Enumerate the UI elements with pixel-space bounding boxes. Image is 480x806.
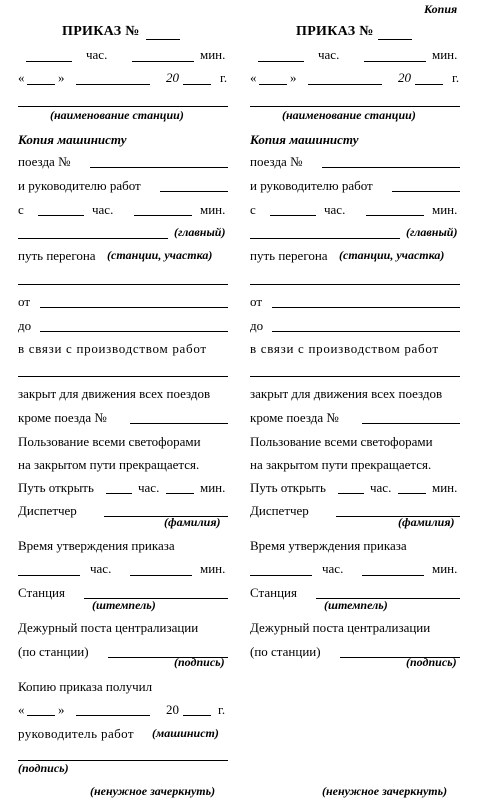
open-minutes-label: мин. (200, 480, 226, 495)
received-month-line (76, 715, 150, 716)
station-label: Станция (250, 585, 297, 600)
from-hours-label: час. (92, 202, 114, 217)
stamp-caption: (штемпель) (324, 598, 388, 612)
order-number-line (378, 39, 412, 40)
month-line (308, 84, 382, 85)
quote-close: » (290, 70, 297, 85)
track-alt-caption: (станции, участка) (339, 248, 445, 262)
station-label: Станция (18, 585, 65, 600)
hours-label: час. (86, 47, 108, 62)
signals-line2: на закрытом пути прекращается. (250, 457, 432, 472)
work-leader-label: и руководителю работ (18, 178, 141, 193)
except-train-label: кроме поезда № (250, 410, 339, 425)
approval-minutes-label: мин. (432, 561, 458, 576)
track-line (250, 284, 460, 285)
train-number-label: поезда № (18, 154, 71, 169)
from-hours-line (38, 215, 84, 216)
duty-officer-label: Дежурный поста централизации (18, 620, 199, 635)
approval-hours-label: час. (90, 561, 112, 576)
from-label: с (250, 202, 256, 217)
approval-time-label: Время утверждения приказа (250, 538, 407, 553)
station-name-line (18, 106, 228, 107)
except-train-label: кроме поезда № (18, 410, 107, 425)
approval-minutes-line (362, 575, 424, 576)
approval-hours-label: час. (322, 561, 344, 576)
quote-close: » (58, 70, 65, 85)
order-title: ПРИКАЗ № (62, 24, 140, 39)
from-label: с (18, 202, 24, 217)
track-label: путь перегона (250, 248, 328, 263)
closed-label: закрыт для движения всех поездов (250, 386, 443, 401)
order-title: ПРИКАЗ № (296, 24, 374, 39)
track-line (18, 284, 228, 285)
main-caption: (главный) (406, 225, 458, 239)
from-minutes-line (366, 215, 424, 216)
except-train-line (130, 423, 228, 424)
received-day-line (27, 715, 55, 716)
year-line (183, 84, 211, 85)
duty-officer-label: Дежурный поста централизации (250, 620, 431, 635)
track-label: путь перегона (18, 248, 96, 263)
dispatcher-label: Диспетчер (250, 503, 309, 518)
open-hours-line (106, 493, 132, 494)
approval-minutes-label: мин. (200, 561, 226, 576)
copy-label: Копия (424, 2, 458, 16)
year-line (415, 84, 443, 85)
month-line (76, 84, 150, 85)
received-year-suffix: г. (218, 702, 226, 717)
received-label: Копию приказа получил (18, 679, 153, 694)
copy-to-driver-label: Копия машинисту (18, 132, 127, 147)
from-station-line (272, 307, 460, 308)
year-prefix: 20 (398, 70, 411, 85)
quote-open: « (18, 70, 25, 85)
track-alt-caption: (станции, участка) (107, 248, 213, 262)
day-line (27, 84, 55, 85)
minutes-label: мин. (200, 47, 226, 62)
surname-caption: (фамилия) (398, 515, 455, 529)
to-station-label: до (250, 318, 264, 333)
order-number-line (146, 39, 180, 40)
cross-out-note: (ненужное зачеркнуть) (322, 784, 448, 798)
approval-time-label: Время утверждения приказа (18, 538, 175, 553)
year-suffix: г. (220, 70, 228, 85)
minutes-label: мин. (432, 47, 458, 62)
open-track-label: Путь открыть (250, 480, 326, 495)
work-leader2-label: руководитель работ (18, 726, 134, 741)
minutes-line (364, 61, 426, 62)
open-minutes-label: мин. (432, 480, 458, 495)
from-station-line (40, 307, 228, 308)
open-hours-label: час. (138, 480, 160, 495)
to-station-label: до (18, 318, 32, 333)
open-minutes-line (398, 493, 426, 494)
station-name-caption: (наименование станции) (282, 108, 416, 122)
from-station-label: от (250, 294, 263, 309)
signals-line1: Пользование всеми светофорами (250, 434, 433, 449)
from-minutes-label: мин. (432, 202, 458, 217)
received-year-line (183, 715, 211, 716)
from-station-label: от (18, 294, 31, 309)
hours-label: час. (318, 47, 340, 62)
open-minutes-line (166, 493, 194, 494)
station-name-line (250, 106, 460, 107)
approval-hours-line (250, 575, 312, 576)
received-year-prefix: 20 (166, 702, 179, 717)
surname-caption: (фамилия) (164, 515, 221, 529)
open-hours-line (338, 493, 364, 494)
hours-line (26, 61, 72, 62)
signals-line1: Пользование всеми светофорами (18, 434, 201, 449)
signature-caption: (подпись) (174, 655, 225, 669)
driver-caption: (машинист) (152, 726, 219, 740)
signature-caption: (подпись) (406, 655, 457, 669)
from-hours-label: час. (324, 202, 346, 217)
open-hours-label: час. (370, 480, 392, 495)
cross-out-note: (ненужное зачеркнуть) (90, 784, 216, 798)
main-line (250, 238, 400, 239)
dispatcher-label: Диспетчер (18, 503, 77, 518)
approval-hours-line (18, 575, 80, 576)
copy-to-driver-label: Копия машинисту (250, 132, 359, 147)
to-station-line (40, 331, 228, 332)
train-number-line (90, 167, 228, 168)
stamp-caption: (штемпель) (92, 598, 156, 612)
except-train-line (362, 423, 460, 424)
by-station-label: (по станции) (18, 644, 89, 659)
received-quote-open: « (18, 702, 25, 717)
day-line (259, 84, 287, 85)
main-line (18, 238, 168, 239)
closed-label: закрыт для движения всех поездов (18, 386, 211, 401)
train-number-line (322, 167, 460, 168)
signals-line2: на закрытом пути прекращается. (18, 457, 200, 472)
by-station-label: (по станции) (250, 644, 321, 659)
hours-line (258, 61, 304, 62)
received-signature-caption: (подпись) (18, 761, 69, 775)
work-leader-label: и руководителю работ (250, 178, 373, 193)
minutes-line (132, 61, 194, 62)
from-minutes-label: мин. (200, 202, 226, 217)
works-line (250, 376, 460, 377)
from-hours-line (270, 215, 316, 216)
work-leader-line (160, 191, 228, 192)
main-caption: (главный) (174, 225, 226, 239)
train-number-label: поезда № (250, 154, 303, 169)
year-prefix: 20 (166, 70, 179, 85)
due-to-works-label: в связи с производством работ (18, 341, 207, 356)
due-to-works-label: в связи с производством работ (250, 341, 439, 356)
quote-open: « (250, 70, 257, 85)
work-leader-line (392, 191, 460, 192)
year-suffix: г. (452, 70, 460, 85)
approval-minutes-line (130, 575, 192, 576)
from-minutes-line (134, 215, 192, 216)
works-line (18, 376, 228, 377)
open-track-label: Путь открыть (18, 480, 94, 495)
station-name-caption: (наименование станции) (50, 108, 184, 122)
received-quote-close: » (58, 702, 65, 717)
to-station-line (272, 331, 460, 332)
